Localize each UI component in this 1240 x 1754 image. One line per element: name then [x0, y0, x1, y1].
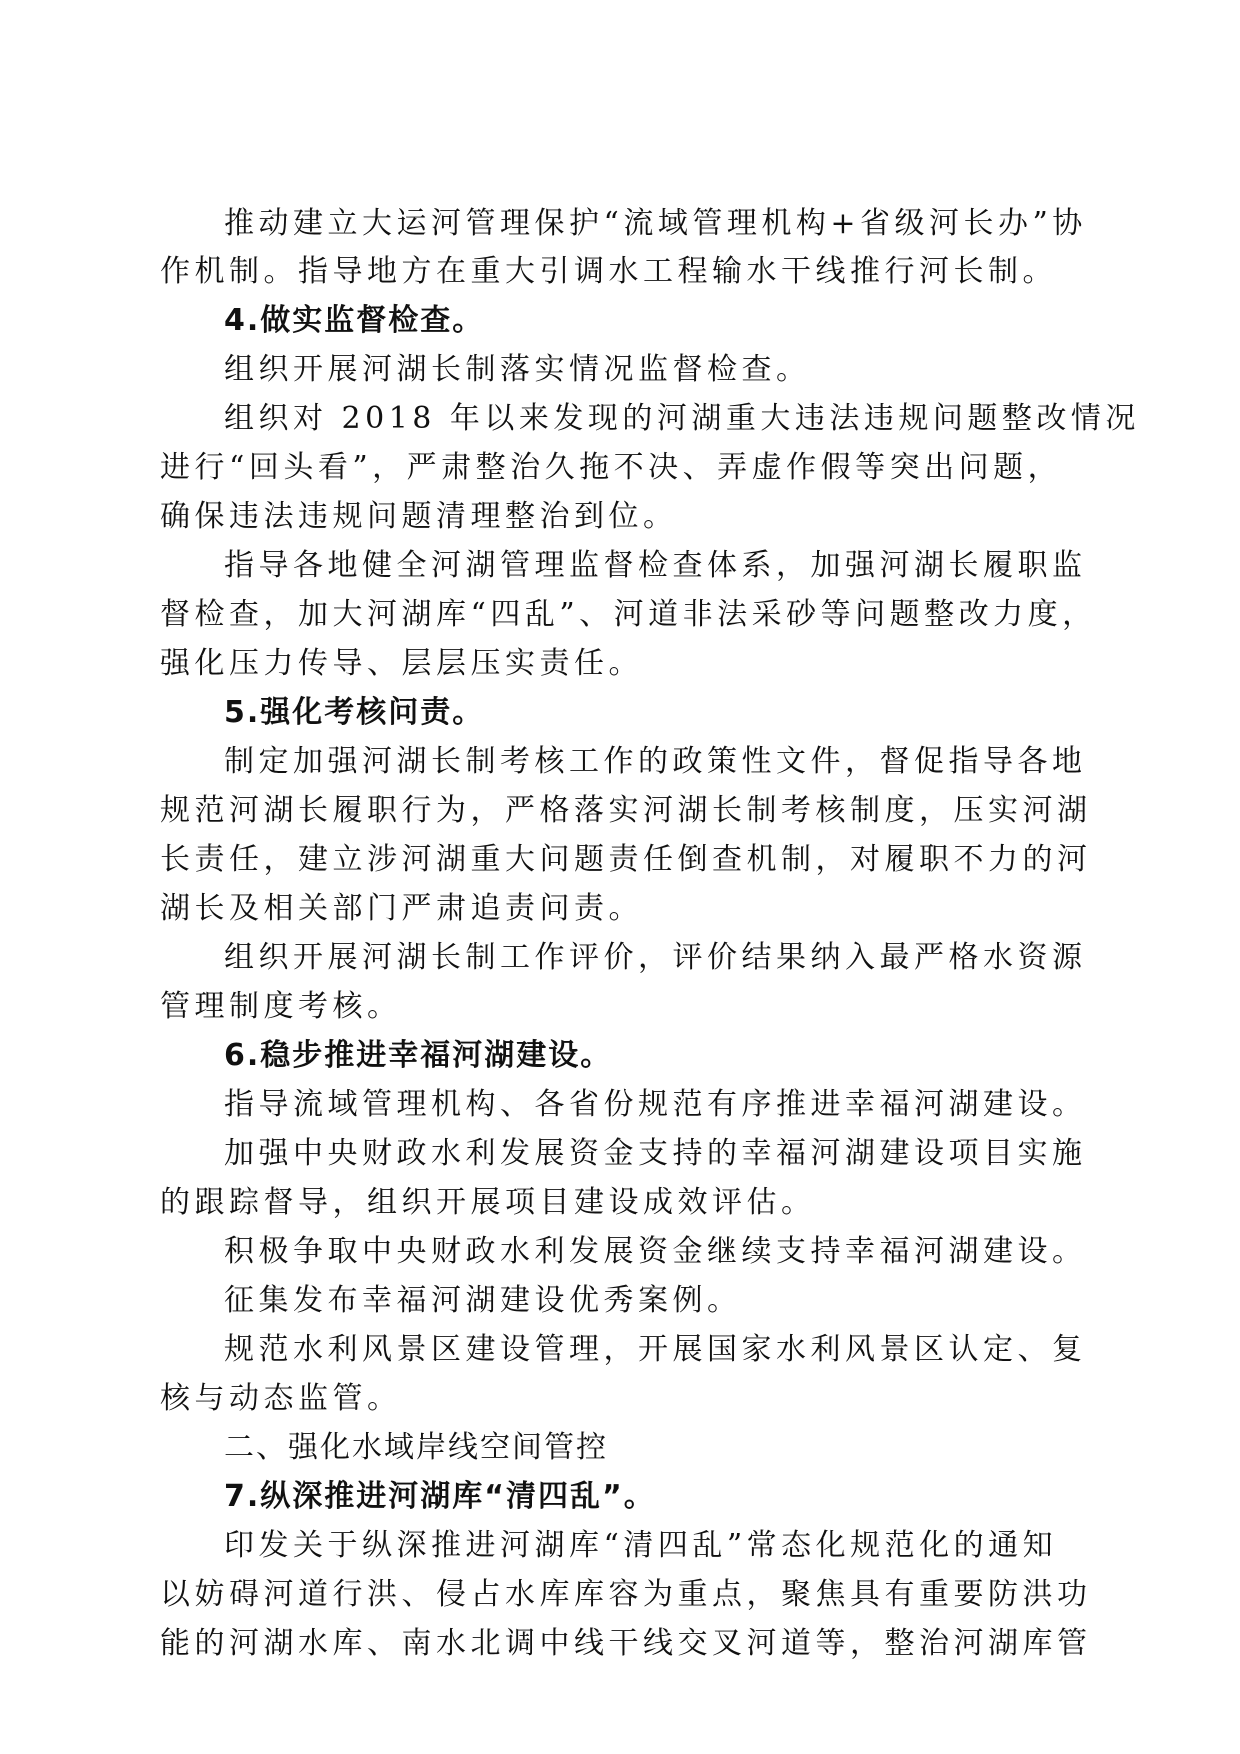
paragraph-line: 加强中央财政水利发展资金支持的幸福河湖建设项目实施	[224, 1136, 1087, 1171]
paragraph-line: 征集发布幸福河湖建设优秀案例。	[224, 1283, 742, 1318]
section-heading: 4.做实监督检查。	[224, 303, 485, 338]
paragraph-line: 的跟踪督导，组织开展项目建设成效评估。	[160, 1185, 816, 1220]
paragraph-line: 规范河湖长履职行为，严格落实河湖长制考核制度，压实河湖	[160, 793, 1092, 828]
paragraph-line: 推动建立大运河管理保护“流域管理机构+省级河长办”协	[224, 206, 1087, 241]
paragraph-line: 组织开展河湖长制工作评价，评价结果纳入最严格水资源	[224, 940, 1087, 975]
paragraph-line: 指导流域管理机构、各省份规范有序推进幸福河湖建设。	[224, 1087, 1087, 1122]
paragraph-line: 湖长及相关部门严肃追责问责。	[160, 891, 643, 926]
paragraph-line: 长责任，建立涉河湖重大问题责任倒查机制，对履职不力的河	[160, 842, 1092, 877]
chapter-heading: 二、强化水域岸线空间管控	[224, 1430, 608, 1465]
paragraph-line: 积极争取中央财政水利发展资金继续支持幸福河湖建设。	[224, 1234, 1087, 1269]
paragraph-line: 印发关于纵深推进河湖库“清四乱”常态化规范化的通知	[224, 1528, 1058, 1563]
section-heading: 7.纵深推进河湖库“清四乱”。	[224, 1479, 656, 1514]
paragraph-line: 督检查，加大河湖库“四乱”、河道非法采砂等问题整改力度，	[160, 597, 1097, 632]
paragraph-line: 作机制。指导地方在重大引调水工程输水干线推行河长制。	[160, 254, 1057, 289]
paragraph-line: 确保违法违规问题清理整治到位。	[160, 499, 678, 534]
section-heading: 6.稳步推进幸福河湖建设。	[224, 1038, 613, 1073]
paragraph-line: 核与动态监管。	[160, 1381, 402, 1416]
paragraph-line: 制定加强河湖长制考核工作的政策性文件，督促指导各地	[224, 744, 1087, 779]
section-heading: 5.强化考核问责。	[224, 695, 485, 730]
paragraph-line: 进行“回头看”，严肃整治久拖不决、弄虚作假等突出问题，	[160, 450, 1063, 485]
paragraph-line: 规范水利风景区建设管理，开展国家水利风景区认定、复	[224, 1332, 1087, 1367]
paragraph-line: 强化压力传导、层层压实责任。	[160, 646, 643, 681]
paragraph-line: 组织对 2018 年以来发现的河湖重大违法违规问题整改情况	[224, 401, 1140, 436]
paragraph-line: 管理制度考核。	[160, 989, 402, 1024]
paragraph-line: 以妨碍河道行洪、侵占水库库容为重点，聚焦具有重要防洪功	[160, 1577, 1092, 1612]
paragraph-line: 能的河湖水库、南水北调中线干线交叉河道等，整治河湖库管	[160, 1626, 1092, 1661]
paragraph-line: 指导各地健全河湖管理监督检查体系，加强河湖长履职监	[224, 548, 1087, 583]
paragraph-line: 组织开展河湖长制落实情况监督检查。	[224, 352, 811, 387]
